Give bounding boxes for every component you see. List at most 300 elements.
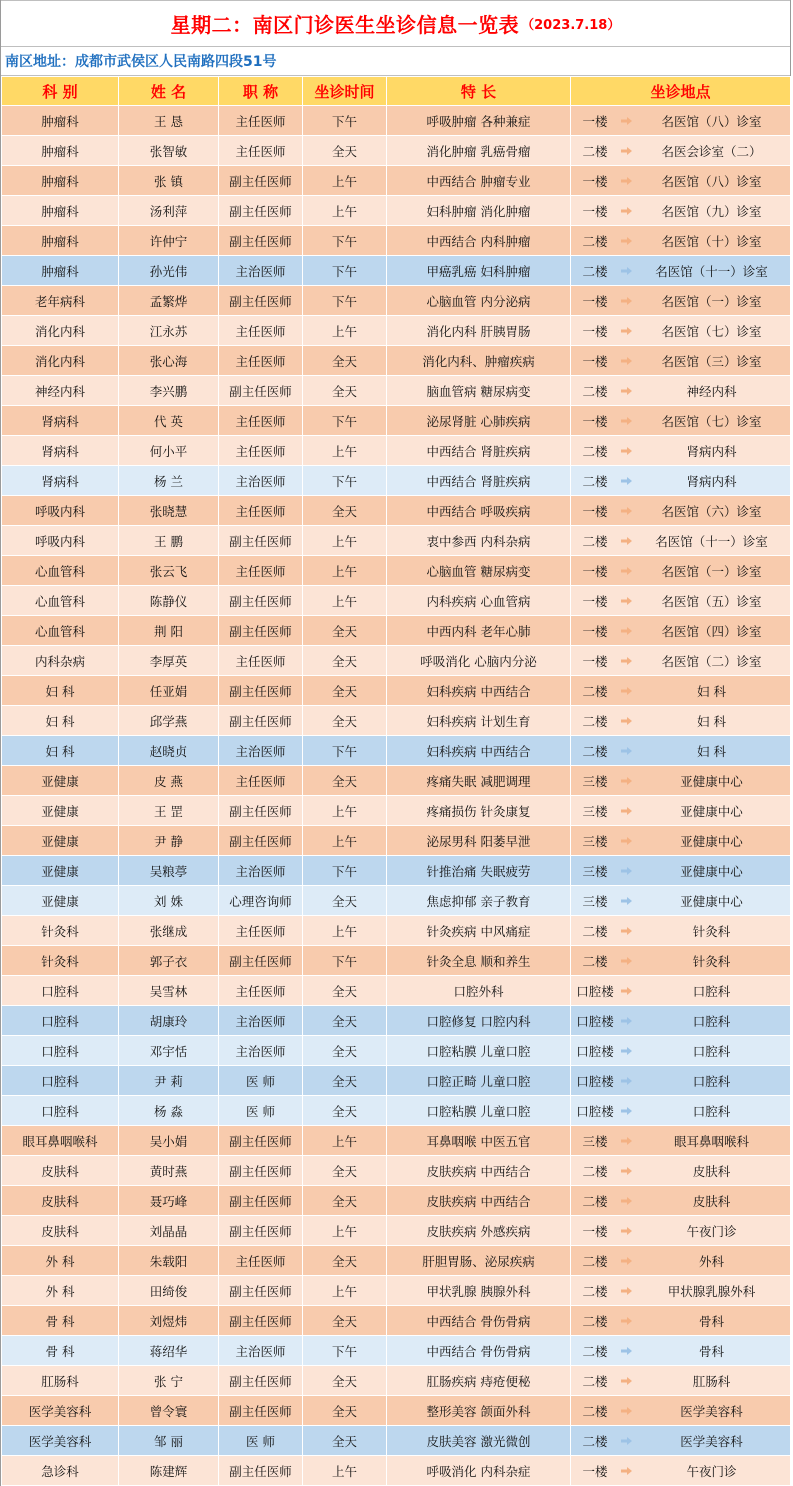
header-row <box>2 77 791 106</box>
room-label: 肾病内科 <box>686 443 737 459</box>
specialty-cell: 皮肤疾病 外感疾病 <box>387 1216 571 1246</box>
right-arrow-icon <box>621 1047 632 1055</box>
right-arrow-icon <box>621 897 632 905</box>
table-row <box>2 1036 791 1066</box>
floor-label: 口腔楼 <box>576 1043 614 1059</box>
job-title-cell: 医 师 <box>219 1096 303 1126</box>
location-cell <box>571 736 791 766</box>
room-label: 名医馆（八）诊室 <box>661 173 762 189</box>
specialty-cell: 心脑血管 内分泌病 <box>387 286 571 316</box>
room-label: 医学美容科 <box>680 1433 743 1449</box>
right-arrow-icon <box>621 267 632 275</box>
session-time-cell: 全天 <box>303 1426 387 1456</box>
table-row <box>2 1216 791 1246</box>
job-title-cell: 副主任医师 <box>219 676 303 706</box>
right-arrow-icon <box>621 1347 632 1355</box>
job-title-cell: 主任医师 <box>219 406 303 436</box>
table-row <box>2 166 791 196</box>
location-cell <box>571 1456 791 1486</box>
floor-label: 一楼 <box>582 593 608 609</box>
session-time-cell: 下午 <box>303 466 387 496</box>
header-department: 科 别 <box>2 77 119 106</box>
table-row <box>2 976 791 1006</box>
department-cell: 外 科 <box>2 1276 119 1306</box>
right-arrow-icon <box>621 207 632 215</box>
specialty-cell: 心脑血管 糖尿病变 <box>387 556 571 586</box>
floor-label: 三楼 <box>582 803 608 819</box>
job-title-cell: 心理咨询师 <box>219 886 303 916</box>
location-cell <box>571 1396 791 1426</box>
floor-label: 二楼 <box>582 533 608 549</box>
location-cell <box>571 196 791 226</box>
table-row <box>2 1156 791 1186</box>
floor-label: 口腔楼 <box>576 1013 614 1029</box>
session-time-cell: 全天 <box>303 1096 387 1126</box>
location-cell <box>571 1246 791 1276</box>
right-arrow-icon <box>621 417 632 425</box>
right-arrow-icon <box>621 147 632 155</box>
department-cell: 亚健康 <box>2 886 119 916</box>
job-title-cell: 副主任医师 <box>219 826 303 856</box>
floor-label: 口腔楼 <box>576 1073 614 1089</box>
table-row <box>2 1006 791 1036</box>
floor-label: 三楼 <box>582 1133 608 1149</box>
table-row <box>2 1426 791 1456</box>
job-title-cell: 医 师 <box>219 1426 303 1456</box>
floor-label: 二楼 <box>582 1253 608 1269</box>
floor-label: 口腔楼 <box>576 983 614 999</box>
table-row <box>2 256 791 286</box>
address-line: 南区地址：成都市武侯区人民南路四段51号 <box>1 47 790 76</box>
specialty-cell: 口腔修复 口腔内科 <box>387 1006 571 1036</box>
department-cell: 消化内科 <box>2 346 119 376</box>
department-cell: 肿瘤科 <box>2 136 119 166</box>
specialty-cell: 中西内科 老年心肺 <box>387 616 571 646</box>
table-row <box>2 376 791 406</box>
job-title-cell: 主任医师 <box>219 916 303 946</box>
specialty-cell: 妇科肿瘤 消化肿瘤 <box>387 196 571 226</box>
department-cell: 妇 科 <box>2 676 119 706</box>
job-title-cell: 副主任医师 <box>219 586 303 616</box>
doctor-name-cell: 许仲宁 <box>119 226 219 256</box>
location-cell <box>571 1426 791 1456</box>
job-title-cell: 副主任医师 <box>219 1276 303 1306</box>
location-cell <box>571 1006 791 1036</box>
floor-label: 一楼 <box>582 173 608 189</box>
department-cell: 心血管科 <box>2 616 119 646</box>
specialty-cell: 甲癌乳癌 妇科肿瘤 <box>387 256 571 286</box>
session-time-cell: 全天 <box>303 646 387 676</box>
table-row <box>2 1276 791 1306</box>
table-row <box>2 226 791 256</box>
room-label: 骨科 <box>698 1343 724 1359</box>
floor-label: 二楼 <box>582 1403 608 1419</box>
floor-label: 二楼 <box>582 383 608 399</box>
session-time-cell: 全天 <box>303 1366 387 1396</box>
session-time-cell: 全天 <box>303 676 387 706</box>
location-cell <box>571 916 791 946</box>
right-arrow-icon <box>621 1257 632 1265</box>
table-row <box>2 916 791 946</box>
job-title-cell: 副主任医师 <box>219 226 303 256</box>
floor-label: 二楼 <box>582 143 608 159</box>
job-title-cell: 主治医师 <box>219 736 303 766</box>
table-row <box>2 1246 791 1276</box>
job-title-cell: 副主任医师 <box>219 1126 303 1156</box>
location-cell <box>571 136 791 166</box>
location-cell <box>571 586 791 616</box>
session-time-cell: 上午 <box>303 916 387 946</box>
job-title-cell: 副主任医师 <box>219 1396 303 1426</box>
location-cell <box>571 976 791 1006</box>
job-title-cell: 副主任医师 <box>219 286 303 316</box>
job-title-cell: 医 师 <box>219 1066 303 1096</box>
location-cell <box>571 1366 791 1396</box>
specialty-cell: 中西结合 骨伤骨病 <box>387 1336 571 1366</box>
session-time-cell: 全天 <box>303 1186 387 1216</box>
specialty-cell: 消化内科 肝胰胃肠 <box>387 316 571 346</box>
specialty-cell: 呼吸消化 心脑内分泌 <box>387 646 571 676</box>
floor-label: 口腔楼 <box>576 1103 614 1119</box>
session-time-cell: 全天 <box>303 1066 387 1096</box>
floor-label: 二楼 <box>582 1313 608 1329</box>
right-arrow-icon <box>621 927 632 935</box>
department-cell: 皮肤科 <box>2 1156 119 1186</box>
location-cell <box>571 406 791 436</box>
room-label: 外科 <box>698 1253 724 1269</box>
session-time-cell: 上午 <box>303 436 387 466</box>
session-time-cell: 全天 <box>303 1156 387 1186</box>
session-time-cell: 下午 <box>303 226 387 256</box>
specialty-cell: 肛肠疾病 痔疮便秘 <box>387 1366 571 1396</box>
floor-label: 二楼 <box>582 1283 608 1299</box>
right-arrow-icon <box>621 357 632 365</box>
specialty-cell: 泌尿肾脏 心肺疾病 <box>387 406 571 436</box>
table-row <box>2 1096 791 1126</box>
room-label: 名医馆（七）诊室 <box>661 323 762 339</box>
room-label: 针灸科 <box>692 953 731 969</box>
right-arrow-icon <box>621 1437 632 1445</box>
department-cell: 肾病科 <box>2 406 119 436</box>
department-cell: 口腔科 <box>2 1096 119 1126</box>
right-arrow-icon <box>621 1317 632 1325</box>
specialty-cell: 疼痛失眠 减肥调理 <box>387 766 571 796</box>
floor-label: 一楼 <box>582 1463 608 1479</box>
department-cell: 妇 科 <box>2 706 119 736</box>
location-cell <box>571 1216 791 1246</box>
department-cell: 呼吸内科 <box>2 526 119 556</box>
right-arrow-icon <box>621 867 632 875</box>
doctor-name-cell: 张云飞 <box>119 556 219 586</box>
right-arrow-icon <box>621 1407 632 1415</box>
floor-label: 二楼 <box>582 1433 608 1449</box>
room-label: 名医馆（三）诊室 <box>661 353 762 369</box>
specialty-cell: 皮肤美容 激光微创 <box>387 1426 571 1456</box>
doctor-name-cell: 代 英 <box>119 406 219 436</box>
room-label: 名医馆（七）诊室 <box>661 413 762 429</box>
room-label: 口腔科 <box>692 1043 731 1059</box>
session-time-cell: 上午 <box>303 826 387 856</box>
location-cell <box>571 346 791 376</box>
job-title-cell: 副主任医师 <box>219 1306 303 1336</box>
floor-label: 一楼 <box>582 413 608 429</box>
job-title-cell: 副主任医师 <box>219 1186 303 1216</box>
specialty-cell: 肝胆胃肠、泌尿疾病 <box>387 1246 571 1276</box>
location-cell <box>571 706 791 736</box>
floor-label: 一楼 <box>582 653 608 669</box>
job-title-cell: 主任医师 <box>219 976 303 1006</box>
room-label: 名医馆（九）诊室 <box>661 203 762 219</box>
job-title-cell: 主任医师 <box>219 496 303 526</box>
location-cell <box>571 1186 791 1216</box>
room-label: 医学美容科 <box>680 1403 743 1419</box>
specialty-cell: 妇科疾病 中西结合 <box>387 736 571 766</box>
specialty-cell: 整形美容 颌面外科 <box>387 1396 571 1426</box>
job-title-cell: 主治医师 <box>219 466 303 496</box>
floor-label: 二楼 <box>582 233 608 249</box>
right-arrow-icon <box>621 777 632 785</box>
room-label: 名医馆（五）诊室 <box>661 593 762 609</box>
department-cell: 眼耳鼻咽喉科 <box>2 1126 119 1156</box>
room-label: 亚健康中心 <box>680 893 743 909</box>
session-time-cell: 全天 <box>303 706 387 736</box>
department-cell: 老年病科 <box>2 286 119 316</box>
session-time-cell: 全天 <box>303 376 387 406</box>
floor-label: 二楼 <box>582 923 608 939</box>
table-row <box>2 1366 791 1396</box>
page-title: 星期二：南区门诊医生坐诊信息一览表 <box>170 13 520 37</box>
room-label: 神经内科 <box>686 383 737 399</box>
table-row <box>2 676 791 706</box>
table-row <box>2 826 791 856</box>
doctor-name-cell: 刘晶晶 <box>119 1216 219 1246</box>
job-title-cell: 主治医师 <box>219 1036 303 1066</box>
specialty-cell: 口腔正畸 儿童口腔 <box>387 1066 571 1096</box>
department-cell: 肿瘤科 <box>2 196 119 226</box>
location-cell <box>571 946 791 976</box>
session-time-cell: 全天 <box>303 886 387 916</box>
job-title-cell: 主任医师 <box>219 316 303 346</box>
floor-label: 一楼 <box>582 1223 608 1239</box>
department-cell: 针灸科 <box>2 916 119 946</box>
table-row <box>2 406 791 436</box>
session-time-cell: 下午 <box>303 856 387 886</box>
floor-label: 一楼 <box>582 623 608 639</box>
doctor-name-cell: 赵晓贞 <box>119 736 219 766</box>
right-arrow-icon <box>621 297 632 305</box>
room-label: 口腔科 <box>692 983 731 999</box>
doctor-name-cell: 陈静仪 <box>119 586 219 616</box>
job-title-cell: 副主任医师 <box>219 1456 303 1486</box>
department-cell: 口腔科 <box>2 1066 119 1096</box>
specialty-cell: 中西结合 肾脏疾病 <box>387 436 571 466</box>
right-arrow-icon <box>621 387 632 395</box>
department-cell: 口腔科 <box>2 1006 119 1036</box>
doctor-name-cell: 任亚娟 <box>119 676 219 706</box>
location-cell <box>571 646 791 676</box>
job-title-cell: 副主任医师 <box>219 526 303 556</box>
right-arrow-icon <box>621 957 632 965</box>
department-cell: 心血管科 <box>2 556 119 586</box>
doctor-name-cell: 胡康玲 <box>119 1006 219 1036</box>
session-time-cell: 全天 <box>303 1396 387 1426</box>
room-label: 午夜门诊 <box>686 1223 737 1239</box>
job-title-cell: 主治医师 <box>219 1006 303 1036</box>
session-time-cell: 上午 <box>303 1126 387 1156</box>
session-time-cell: 全天 <box>303 346 387 376</box>
department-cell: 骨 科 <box>2 1306 119 1336</box>
title-bar <box>1 0 790 47</box>
floor-label: 二楼 <box>582 443 608 459</box>
table-row <box>2 1066 791 1096</box>
table-row <box>2 736 791 766</box>
department-cell: 妇 科 <box>2 736 119 766</box>
job-title-cell: 副主任医师 <box>219 1156 303 1186</box>
table-row <box>2 586 791 616</box>
job-title-cell: 主任医师 <box>219 106 303 136</box>
floor-label: 一楼 <box>582 203 608 219</box>
doctor-name-cell: 孟繁烨 <box>119 286 219 316</box>
specialty-cell: 中西结合 肿瘤专业 <box>387 166 571 196</box>
floor-label: 三楼 <box>582 863 608 879</box>
job-title-cell: 主任医师 <box>219 346 303 376</box>
session-time-cell: 全天 <box>303 766 387 796</box>
location-cell <box>571 1336 791 1366</box>
table-row <box>2 616 791 646</box>
session-time-cell: 上午 <box>303 196 387 226</box>
doctor-name-cell: 邹 丽 <box>119 1426 219 1456</box>
room-label: 名医馆（十一）诊室 <box>655 263 768 279</box>
header-name: 姓 名 <box>119 77 219 106</box>
floor-label: 二楼 <box>582 1193 608 1209</box>
room-label: 妇 科 <box>697 743 726 759</box>
doctor-name-cell: 黄时燕 <box>119 1156 219 1186</box>
schedule-date: （2023.7.18） <box>521 18 621 33</box>
department-cell: 骨 科 <box>2 1336 119 1366</box>
session-time-cell: 上午 <box>303 1456 387 1486</box>
table-row <box>2 1396 791 1426</box>
specialty-cell: 针灸全息 顺和养生 <box>387 946 571 976</box>
doctor-name-cell: 张 宁 <box>119 1366 219 1396</box>
right-arrow-icon <box>621 1107 632 1115</box>
location-cell <box>571 796 791 826</box>
specialty-cell: 口腔粘膜 儿童口腔 <box>387 1036 571 1066</box>
location-cell <box>571 856 791 886</box>
floor-label: 三楼 <box>582 893 608 909</box>
right-arrow-icon <box>621 687 632 695</box>
floor-label: 二楼 <box>582 683 608 699</box>
room-label: 肾病内科 <box>686 473 737 489</box>
table-row <box>2 1456 791 1486</box>
specialty-cell: 中西结合 骨伤骨病 <box>387 1306 571 1336</box>
location-cell <box>571 256 791 286</box>
location-cell <box>571 1096 791 1126</box>
room-label: 午夜门诊 <box>686 1463 737 1479</box>
job-title-cell: 副主任医师 <box>219 1366 303 1396</box>
floor-label: 三楼 <box>582 833 608 849</box>
room-label: 名医馆（十）诊室 <box>661 233 762 249</box>
session-time-cell: 全天 <box>303 136 387 166</box>
right-arrow-icon <box>621 507 632 515</box>
room-label: 名医馆（十一）诊室 <box>655 533 768 549</box>
doctor-name-cell: 尹 莉 <box>119 1066 219 1096</box>
job-title-cell: 主任医师 <box>219 1246 303 1276</box>
table-row <box>2 136 791 166</box>
floor-label: 二楼 <box>582 743 608 759</box>
room-label: 名医馆（二）诊室 <box>661 653 762 669</box>
department-cell: 亚健康 <box>2 826 119 856</box>
right-arrow-icon <box>621 657 632 665</box>
room-label: 亚健康中心 <box>680 803 743 819</box>
room-label: 名医会诊室（二） <box>661 143 762 159</box>
department-cell: 医学美容科 <box>2 1396 119 1426</box>
department-cell: 医学美容科 <box>2 1426 119 1456</box>
location-cell <box>571 226 791 256</box>
doctor-name-cell: 杨 兰 <box>119 466 219 496</box>
table-row <box>2 1126 791 1156</box>
session-time-cell: 下午 <box>303 1336 387 1366</box>
specialty-cell: 皮肤疾病 中西结合 <box>387 1156 571 1186</box>
specialty-cell: 衷中参西 内科杂病 <box>387 526 571 556</box>
floor-label: 二楼 <box>582 713 608 729</box>
job-title-cell: 副主任医师 <box>219 706 303 736</box>
job-title-cell: 副主任医师 <box>219 196 303 226</box>
specialty-cell: 口腔外科 <box>387 976 571 1006</box>
room-label: 妇 科 <box>697 713 726 729</box>
location-cell <box>571 376 791 406</box>
specialty-cell: 皮肤疾病 中西结合 <box>387 1186 571 1216</box>
doctor-name-cell: 邓宇恬 <box>119 1036 219 1066</box>
doctor-name-cell: 刘煜炜 <box>119 1306 219 1336</box>
floor-label: 二楼 <box>582 263 608 279</box>
doctor-name-cell: 杨 淼 <box>119 1096 219 1126</box>
department-cell: 皮肤科 <box>2 1216 119 1246</box>
session-time-cell: 全天 <box>303 616 387 646</box>
right-arrow-icon <box>621 837 632 845</box>
job-title-cell: 副主任医师 <box>219 616 303 646</box>
location-cell <box>571 1036 791 1066</box>
location-cell <box>571 1276 791 1306</box>
right-arrow-icon <box>621 1167 632 1175</box>
table-row <box>2 796 791 826</box>
specialty-cell: 内科疾病 心血管病 <box>387 586 571 616</box>
job-title-cell: 主任医师 <box>219 556 303 586</box>
specialty-cell: 耳鼻咽喉 中医五官 <box>387 1126 571 1156</box>
doctor-name-cell: 吴粮葶 <box>119 856 219 886</box>
right-arrow-icon <box>621 1137 632 1145</box>
doctor-name-cell: 陈建辉 <box>119 1456 219 1486</box>
job-title-cell: 主任医师 <box>219 436 303 466</box>
department-cell: 肛肠科 <box>2 1366 119 1396</box>
session-time-cell: 下午 <box>303 256 387 286</box>
location-cell <box>571 436 791 466</box>
room-label: 骨科 <box>698 1313 724 1329</box>
specialty-cell: 妇科疾病 计划生育 <box>387 706 571 736</box>
table-row <box>2 646 791 676</box>
session-time-cell: 全天 <box>303 1306 387 1336</box>
table-row <box>2 436 791 466</box>
room-label: 名医馆（四）诊室 <box>661 623 762 639</box>
session-time-cell: 上午 <box>303 526 387 556</box>
room-label: 名医馆（一）诊室 <box>661 563 762 579</box>
room-label: 名医馆（八）诊室 <box>661 113 762 129</box>
specialty-cell: 针灸疾病 中风痛症 <box>387 916 571 946</box>
session-time-cell: 下午 <box>303 286 387 316</box>
location-cell <box>571 676 791 706</box>
right-arrow-icon <box>621 1227 632 1235</box>
room-label: 亚健康中心 <box>680 773 743 789</box>
table-row <box>2 286 791 316</box>
